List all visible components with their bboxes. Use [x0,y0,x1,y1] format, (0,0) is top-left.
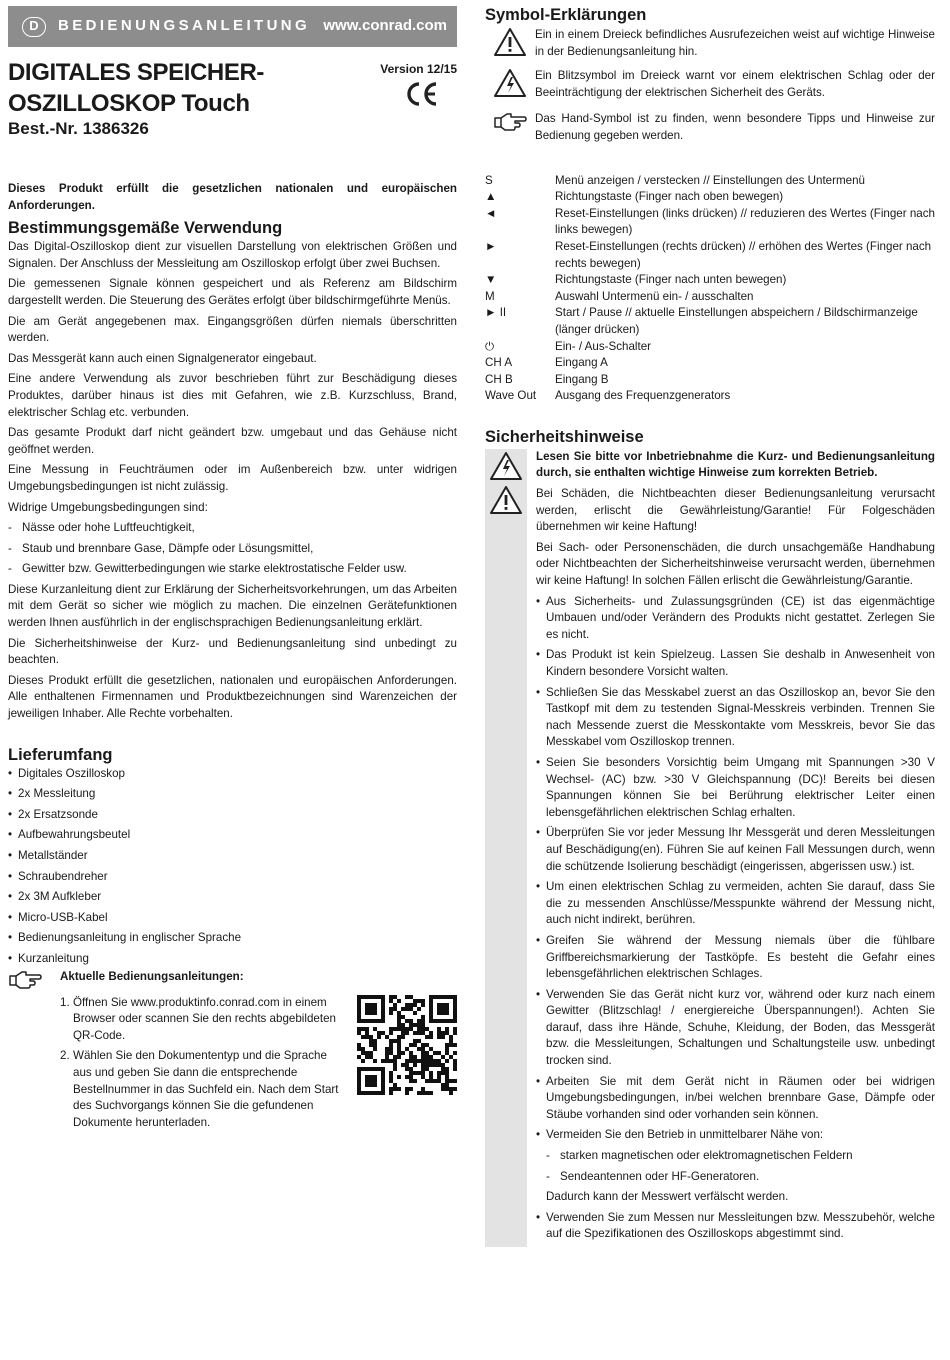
table-row [485,388,935,405]
header-bar [8,6,457,47]
page-title: DIGITALES SPEICHER- OSZILLOSKOP Touch [8,59,264,117]
order-number: Best.-Nr. 1386326 [8,119,149,138]
key-symbol: ► II [485,306,507,320]
list-item: • Verwenden Sie zum Messen nur Messleitungen bzw. Messzubehör, welche auf die Spezifikationen des Oszilloskops abgestimmt sind. [536,1210,935,1243]
table-row [485,206,935,239]
lightning-triangle-icon [489,451,523,481]
safety-paragraph: Bei Sach- oder Personenschäden, die durch unsachgemäße Handhabung oder Nichtbeachten der Sicherheitshinweise verursacht werden, übernehmen wir keine Haftung! In solchen Fällen erlischt die Gewährleistung/Garantie. [536,540,935,588]
website-link[interactable]: www.conrad.com [323,17,447,35]
conditions-list [8,520,457,578]
interference-list [536,1148,935,1185]
table-row [485,173,935,190]
symbol-row [485,68,935,105]
list-item: - Nässe oder hohe Luftfeuchtigkeit, [8,520,457,537]
symbol-description: Ein Blitzsymbol im Dreieck warnt vor einem elektrischen Schlag oder der Beeinträchtigung der elektrischen Sicherheit des Geräts. [535,69,935,99]
table-row [485,239,935,272]
list-item: • Kurzanleitung [8,951,457,968]
title-block [8,47,457,159]
list-item: - Sendeantennen oder HF-Generatoren. [546,1169,935,1186]
key-symbol: ► [485,239,497,253]
delivery-list [8,766,457,968]
symbol-description: Das Hand-Symbol ist zu finden, wenn besondere Tipps und Hinweise zur Bedienung gegeben werden. [535,112,935,142]
key-symbol: ▲ [485,190,497,204]
list-item: • Aufbewahrungsbeutel [8,827,457,844]
key-symbol: ▼ [485,273,497,287]
usage-paragraph: Die Sicherheitshinweise der Kurz- und Bedienungsanleitung sind unbedingt zu beachten. [8,636,457,667]
usage-paragraph: Die gemessenen Signale können gespeichert und als Referenz am Bildschirm dargestellt werden. Die Steuerung des Gerätes erfolgt über bildschirmgeführte Menüs. [8,277,457,307]
manuals-block [8,995,457,1136]
list-item: • Verwenden Sie das Gerät nicht kurz vor, während oder kurz nach einem Gewitter (Blitzschlag! / energiereiche Überspannungen!). Achten Sie darauf, dass ihre Hände, Schuhe, Kleidung, der Boden, das Messgerät bzw. die Messleitungen, Schaltungen und Schaltungsteile usw. unbedingt trocken sind. [536,987,935,1070]
safety-block [485,449,935,1247]
list-item: • Digitales Oszilloskop [8,766,457,783]
usage-paragraph: Diese Kurzanleitung dient zur Erklärung der Sicherheitsvorkehrungen, um das Arbeiten mit dem Gerät so sicher wie möglich zu machen. Die einzelnen Gerätefunktionen werden Ihnen ausführlich in der englischsprachigen Bedienungsanleitung erklärt. [8,582,457,630]
key-description: Start / Pause // aktuelle Einstellungen abspeichern / Bildschirmanzeige (länger drücken) [555,306,918,336]
safety-paragraph: Bei Schäden, die Nichtbeachten dieser Bedienungsanleitung verursacht werden, erlischt die Gewährleistung/Garantie! Für Folgeschäden übernehmen wir keine Haftung! [536,487,935,534]
list-item: 1. Öffnen Sie www.produktinfo.conrad.com in einem Browser oder scannen Sie den rechts abgebildeten QR-Code. [60,995,336,1042]
safety-lead: Lesen Sie bitte vor Inbetriebnahme die Kurz- und Bedienungsanleitung durch, sie enthalten wichtige Hinweise zum korrekten Betrieb. [536,449,935,480]
exclamation-triangle-icon [489,485,523,515]
symbols-heading: Symbol-Erklärungen [485,6,647,24]
list-item: • Aus Sicherheits- und Zulassungsgründen (CE) ist das eigenmächtige Umbauen und/oder Verändern des Produkts nicht gestattet. Zerlegen Sie es nicht. [536,594,935,644]
table-row [485,189,935,206]
key-description: Ausgang des Frequenzgenerators [555,389,731,403]
manuals-heading: Aktuelle Bedienungsanleitungen: [60,969,244,983]
list-item: • Seien Sie besonders Vorsichtig beim Umgang mit Spannungen >30 V Wechsel- (AC) bzw. >30 V Gleichspannung (DC)! Bereits bei diesen Spannungen können Sie bei Berührung elektrischer Leiter einen lebensgefährlichen elektrischen Schlag erhalten. [536,755,935,821]
key-symbol: CH B [485,372,513,386]
table-row [485,289,935,306]
list-item: 2. Wählen Sie den Dokumententyp und die Sprache aus und geben Sie dann die entsprechende Bestellnummer in das Suchfeld ein. Nach dem Start des Suchvorgangs können Sie die gefundenen Dokumente herunterladen. [60,1049,339,1129]
list-item: • Schließen Sie das Messkabel zuerst an das Oszilloskop an, bevor Sie den Tastkopf mit dem zu testenden Signal-Messkreis verbinden. Trennen Sie nach Messende zuerst die Messkontakte vom Messkreis, bevor Sie das Messkabel vom Oszilloskop trennen. [536,685,935,751]
key-description: Auswahl Untermenü ein- / ausschalten [555,289,754,303]
left-column [8,6,457,1135]
delivery-heading: Lieferumfang [8,745,113,764]
list-item: • Überprüfen Sie vor jeder Messung Ihr Messgerät und deren Messleitungen auf Beschädigung(en). Führen Sie auf keinen Fall Messungen durch, wenn die schützende Isolierung beschädigt (eingerissen, abgerissen usw.) ist. [536,825,935,875]
key-symbol: Wave Out [485,389,537,403]
key-description: Reset-Einstellungen (rechts drücken) // erhöhen des Wertes (Finger nach rechts bewegen) [555,239,932,270]
list-item: • Micro-USB-Kabel [8,910,457,927]
list-item: • 2x 3M Aufkleber [8,889,457,906]
symbol-row [485,111,935,148]
list-item: • Vermeiden Sie den Betrieb in unmittelbarer Nähe von: [536,1127,935,1144]
safety-list-end [536,1210,935,1243]
usage-paragraph: Dieses Produkt erfüllt die gesetzlichen, nationalen und europäischen Anforderungen. Alle enthaltenen Firmennamen und Produktbezeichnungen sind Warenzeichen der jeweiligen Inhaber. Alle Rechte vorbehalten. [8,673,457,721]
usage-paragraph: Das Digital-Oszilloskop dient zur visuellen Darstellung von elektrischen Größen und Signalen. Der Anschluss der Messleitung am Oszilloskop erfolgt über zwei Buchsen. [8,240,457,270]
list-item: • Greifen Sie während der Messung niemals über die fühlbare Griffbereichsmarkierung der Tastköpfe. Es besteht die Gefahr eines lebensgefährlichen elektrischen Schlages. [536,933,935,983]
key-symbol: ◄ [485,206,497,220]
key-description: Ein- / Aus-Schalter [555,339,652,353]
keys-table [485,173,935,405]
usage-paragraph: Widrige Umgebungsbedingungen sind: [8,500,208,514]
usage-paragraph: Eine andere Verwendung als zuvor beschrieben führt zur Beschädigung dieses Produktes, darüber hinaus ist dies mit Gefahren, wie z.B. Kurzschluss, Brand, elektrischer Schlag etc. verbunden. [8,372,457,419]
conformity-statement: Dieses Produkt erfüllt die gesetzlichen nationalen und europäischen Anforderungen. [8,182,457,212]
list-item: • Das Produkt ist kein Spielzeug. Lassen Sie deshalb in Anwesenheit von Kindern besondere Vorsicht walten. [536,647,935,680]
manuals-steps [8,995,347,1136]
key-symbol: S [485,173,493,187]
symbol-row [485,27,935,64]
list-item: • 2x Ersatzsonde [8,807,457,824]
table-row [485,339,935,356]
usage-paragraph: Eine Messung in Feuchträumen oder im Außenbereich bzw. unter widrigen Umgebungsbedingungen ist nicht zulässig. [8,463,457,493]
lightning-triangle-icon [493,68,527,98]
usage-paragraph: Die am Gerät angegebenen max. Eingangsgrößen dürfen niemals überschritten werden. [8,314,457,345]
symbol-description: Ein in einem Dreieck befindliches Ausrufezeichen weist auf wichtige Hinweise in der Bedienungsanleitung hin. [535,28,935,58]
key-symbol: ⏻ [485,339,495,353]
version-label: Version 12/15 [380,62,457,76]
list-item: • Schraubendreher [8,869,457,886]
usage-paragraph: Das gesamte Produkt darf nicht geändert bzw. umgebaut und das Gehäuse nicht geöffnet werden. [8,426,457,456]
pointing-hand-icon [8,969,42,991]
safety-icon-band [485,449,527,1247]
manuals-header [8,969,457,991]
list-item: • Um einen elektrischen Schlag zu vermeiden, achten Sie darauf, dass Sie die zu messenden Anschlüsse/Messpunkte während der Messung nicht, auch nicht indirekt, berühren. [536,879,935,929]
safety-heading: Sicherheitshinweise [485,427,644,446]
table-row [485,355,935,372]
safety-list [536,594,935,1144]
list-item: - Gewitter bzw. Gewitterbedingungen wie starke elektrostatische Felder usw. [8,561,457,578]
list-item: - Staub und brennbare Gase, Dämpfe oder Lösungsmittel, [8,541,457,558]
exclamation-triangle-icon [493,27,527,57]
language-badge: D [22,17,46,37]
table-row [485,372,935,389]
key-description: Menü anzeigen / verstecken // Einstellungen des Untermenü [555,173,865,187]
key-description: Eingang B [555,372,609,386]
key-symbol: CH A [485,356,513,370]
safety-note: Dadurch kann der Messwert verfälscht werden. [546,1190,789,1204]
key-description: Eingang A [555,356,608,370]
key-description: Reset-Einstellungen (links drücken) // reduzieren des Wertes (Finger nach links bewegen) [555,206,935,237]
pointing-hand-icon [492,111,528,133]
key-symbol: M [485,289,495,303]
document-type-label: BEDIENUNGSANLEITUNG [58,17,311,35]
usage-paragraph: Das Messgerät kann auch einen Signalgenerator eingebaut. [8,351,317,365]
table-row [485,305,935,338]
key-description: Richtungstaste (Finger nach oben bewegen) [555,190,784,204]
list-item: • Metallständer [8,848,457,865]
list-item: • 2x Messleitung [8,786,457,803]
list-item: • Arbeiten Sie mit dem Gerät nicht in Räumen oder bei widrigen Umgebungsbedingungen, in/bei welchen brennbare Gase, Dämpfe oder Stäube vorhanden sind oder vorhanden sein können. [536,1074,935,1124]
right-column [485,2,935,1247]
usage-heading: Bestimmungsgemäße Verwendung [8,219,283,238]
key-description: Richtungstaste (Finger nach unten bewegen) [555,273,787,287]
ce-mark-icon [405,81,439,107]
table-row [485,272,935,289]
qr-code-icon[interactable] [357,995,457,1095]
list-item: • Bedienungsanleitung in englischer Sprache [8,930,457,947]
list-item: - starken magnetischen oder elektromagnetischen Feldern [546,1148,935,1165]
safety-text [527,449,935,1247]
